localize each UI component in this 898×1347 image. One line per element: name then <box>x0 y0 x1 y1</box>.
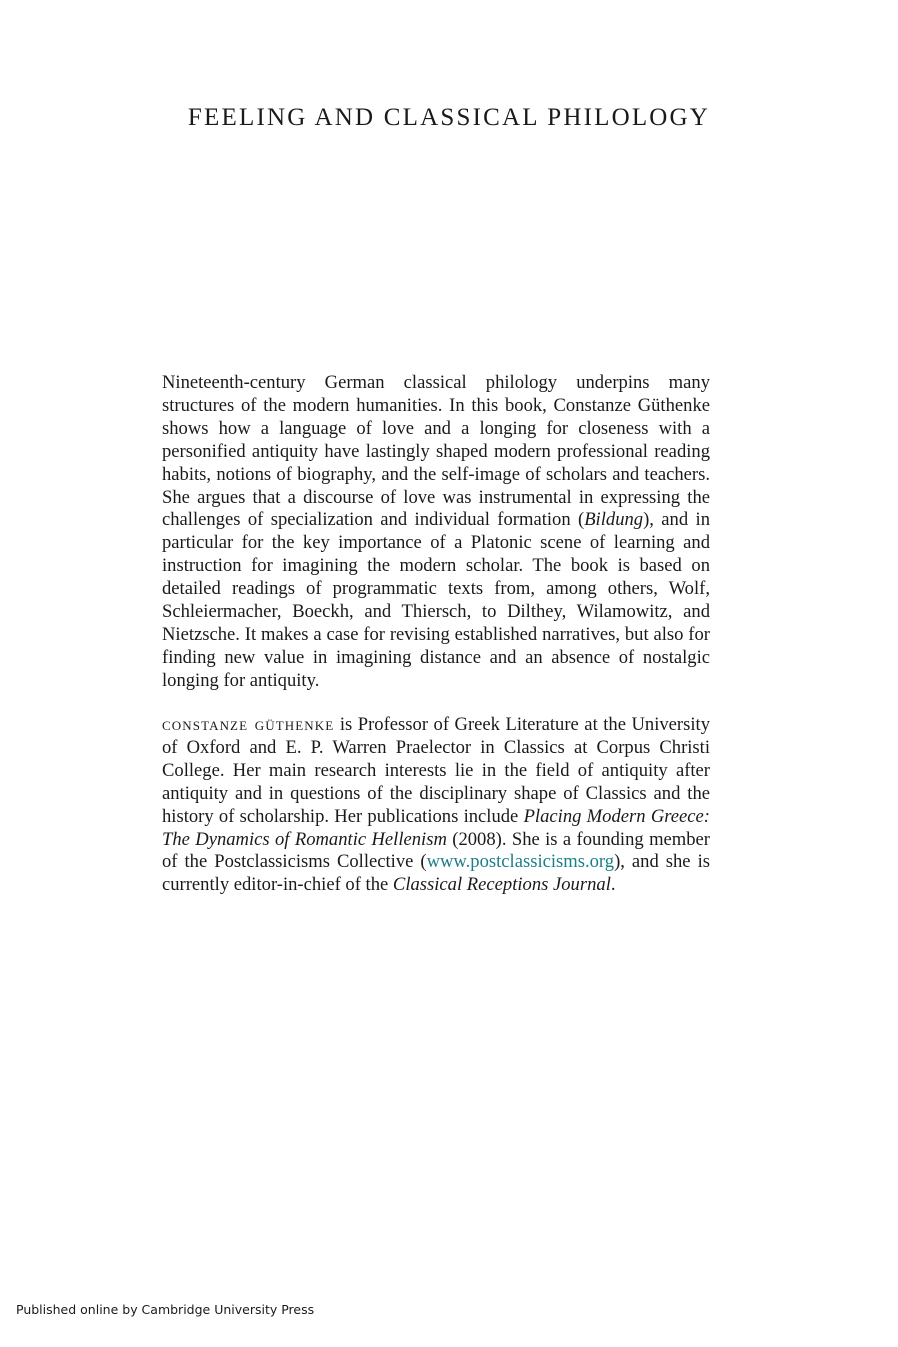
book-title: FEELING AND CLASSICAL PHILOLOGY <box>187 104 711 131</box>
author-bio-text-2: (2008). She is a founding member of the Postclassicisms Collective ( <box>162 828 710 873</box>
journal-title: Classical Receptions Journal <box>392 874 611 896</box>
author-name: constanze güthenke <box>162 714 335 735</box>
author-bio-text-1: is Professor of Greek Literature at the University of Oxford and E. P. Warren Praelector in Classics at Corpus Christi College. Her main research interests lie in the field of antiquity after antiquity and in questions of the disciplinary shape of Classics and the history of scholarship. Her publications include <box>162 714 710 827</box>
publisher-note: Published online by Cambridge University Press <box>16 1302 315 1317</box>
book-description <box>162 372 710 693</box>
postclassicisms-link[interactable]: www.postclassicisms.org <box>426 851 615 873</box>
description-text-1: Nineteenth-century German classical philology underpins many structures of the modern humanities. In this book, Constanze Güthenke shows how a language of love and a longing for closeness with a personified antiquity have lastingly shaped modern professional reading habits, notions of biography, and the self-image of scholars and teachers. She argues that a discourse of love was instrumental in expressing the challenges of specialization and individual formation ( <box>162 372 710 531</box>
description-text-2: ), and in particular for the key importance of a Platonic scene of learning and instruction for imagining the modern scholar. The book is based on detailed readings of programmatic texts from, among others, Wolf, Schleiermacher, Boeckh, and Thiersch, to Dilthey, Wilamowitz, and Nietzsche. It makes a case for revising established narratives, but also for finding new value in imagining distance and an absence of nostalgic longing for antiquity. <box>162 509 710 691</box>
description-italic-term: Bildung <box>584 509 644 531</box>
author-bio <box>162 714 710 897</box>
author-book-title: Placing Modern Greece: The Dynamics of Romantic Hellenism <box>162 805 710 850</box>
author-bio-text-4: . <box>610 874 616 896</box>
author-bio-text-3: ), and she is currently editor-in-chief of the <box>162 851 710 896</box>
